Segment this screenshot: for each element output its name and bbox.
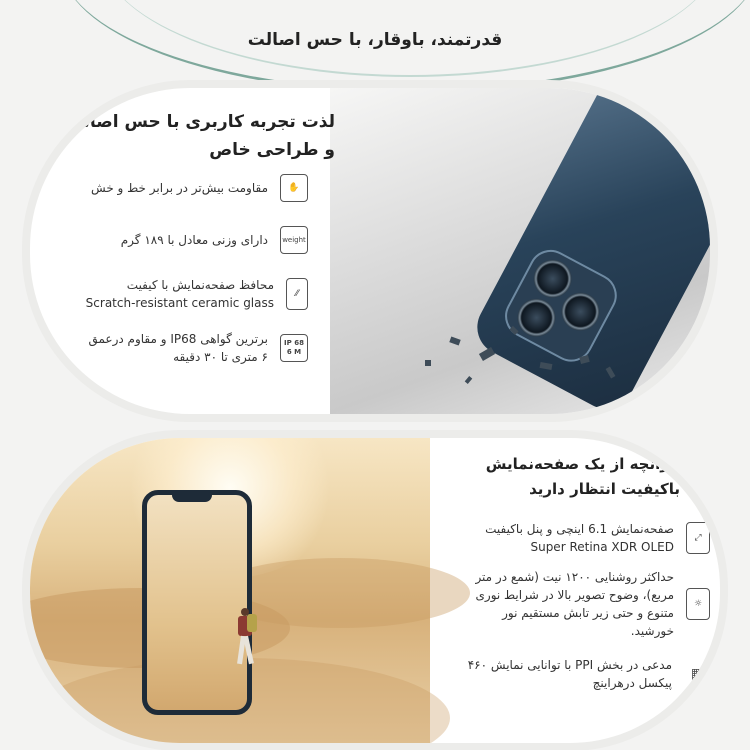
- scratch-hand-icon: ✋: [280, 174, 308, 202]
- feature-text-2: ۶ متری تا ۳۰ دقیقه: [173, 350, 268, 364]
- feature-text-3: متنوع و حتی زیر تابش مستقیم نور: [502, 606, 674, 620]
- phone-back-image: [467, 88, 710, 414]
- feature-text-en: Scratch-resistant ceramic glass: [85, 296, 274, 310]
- section2-title: [380, 452, 680, 502]
- phone-front-image: [142, 490, 252, 715]
- hiker-figure: [235, 608, 255, 668]
- section1-title: [55, 108, 335, 164]
- glass-screen-icon: ⁄⁄: [286, 278, 308, 310]
- page-headline: قدرتمند، باوقار، با حس اصالت: [247, 30, 503, 50]
- weight-icon: weight: [280, 226, 308, 254]
- feature-ip68: [70, 330, 308, 366]
- feature-text: مدعی در بخش PPI با توانایی نمایش ۴۶۰: [467, 658, 672, 672]
- feature-text: برترین گواهی IP68 و مقاوم درعمق: [88, 332, 268, 346]
- section2-title-line1: هرآنچه از یک صفحه‌نمایش: [485, 455, 680, 473]
- feature-text-4: خورشید.: [630, 624, 674, 638]
- feature-weight: [70, 226, 308, 254]
- section2-title-line2: باکیفیت انتظار دارید: [529, 480, 680, 498]
- desert-photo: [30, 438, 430, 743]
- phone-drop-photo: [330, 88, 710, 414]
- pixel-density-icon: ▦: [684, 661, 710, 687]
- feature-brightness: [440, 568, 710, 640]
- section1-title-line2: و طراحی خاص: [209, 140, 335, 160]
- screen-size-icon: ⤢: [686, 522, 710, 554]
- design-card: [30, 88, 710, 414]
- display-card: [30, 438, 720, 743]
- feature-glass: [70, 276, 308, 312]
- section1-title-line1: لذت تجربه کاربری با حس اصالت: [65, 112, 335, 132]
- feature-text: حداکثر روشنایی ۱۲۰۰ نیت (شمع در متر: [475, 570, 674, 584]
- ip68-icon: IP 68 6 M: [280, 334, 308, 362]
- feature-text: محافظ صفحه‌نمایش با کیفیت: [126, 278, 274, 292]
- feature-scratch: [70, 174, 308, 202]
- feature-text-2: پیکسل درهراینچ: [592, 676, 672, 690]
- feature-text-en: Super Retina XDR OLED: [530, 540, 674, 554]
- feature-text: دارای وزنی معادل با ۱۸۹ گرم: [120, 233, 268, 247]
- feature-ppi: [440, 656, 710, 692]
- feature-text-2: مربع)، وضوح تصویر بالا در شرایط نوری: [475, 588, 674, 602]
- feature-text: صفحه‌نمایش 6.1 اینچی و پنل باکیفیت: [485, 522, 674, 536]
- feature-screen: [440, 520, 710, 556]
- feature-text: مقاومت بیش‌تر در برابر خط و خش: [91, 181, 268, 195]
- brightness-icon: ☼: [686, 588, 710, 620]
